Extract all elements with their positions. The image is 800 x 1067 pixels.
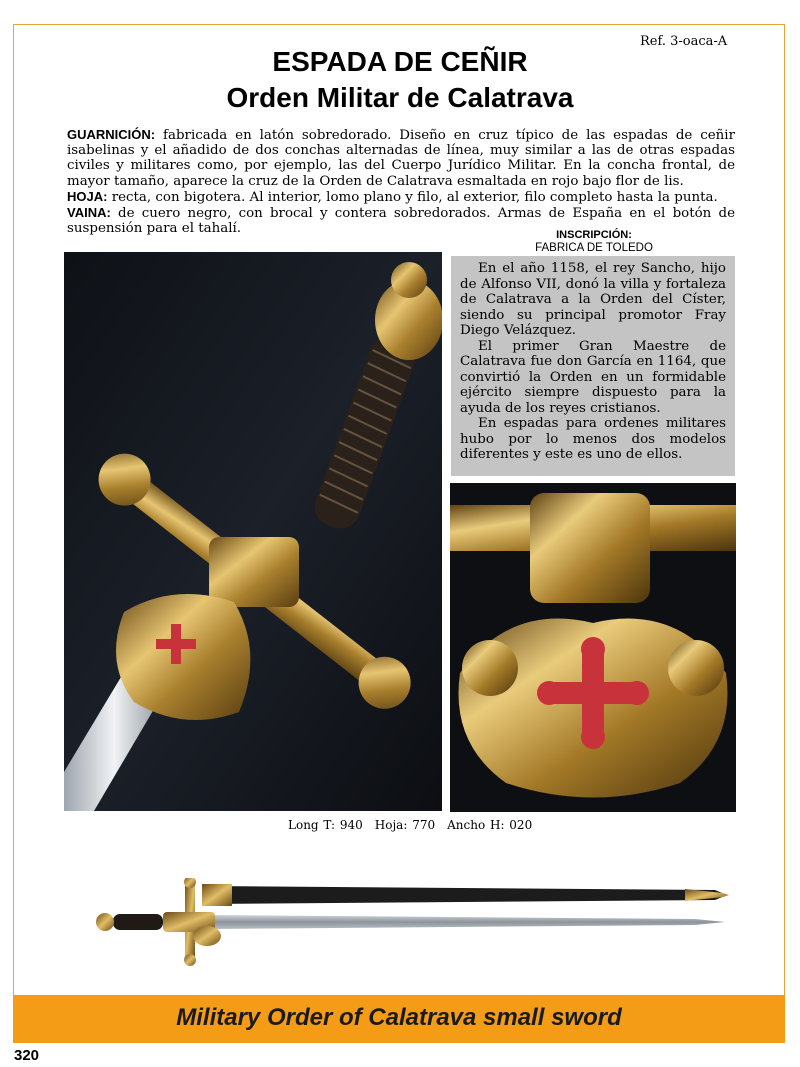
history-paragraph: En espadas para ordenes militares hubo por lo menos dos modelos diferentes y este es uno de ellos. [460, 416, 726, 462]
inscription-label: INSCRIPCIÓN: [556, 229, 632, 241]
history-paragraph: El primer Gran Maestre de Calatrava fue don García en 1164, que convirtió la Orden en un formidable ejército siempre dispuesto para la ayuda de los reyes cristianos. [460, 338, 726, 416]
history-paragraph: En el año 1158, el rey Sancho, hijo de Alfonso VII, donó la villa y fortaleza de Calatrava a la Orden del Císter, siendo su principal promotor Fray Diego Velázquez. [460, 261, 726, 338]
blade-width: Ancho H: 020 [447, 818, 533, 832]
guarnicion-text: fabricada en latón sobredorado. Diseño en cruz típico de las espadas de ceñir isabelinas y el añadido de dos conchas alternadas de línea, muy similar a las de otras espadas civiles y militares como, por ejemplo, las del Cuerpo Jurídico Militar. En la concha frontal, de mayor tamaño, aparece la cruz de la Orden de Calatrava esmaltada en rojo bajo flor de lis. [67, 128, 735, 189]
total-length: Long T: 940 [288, 818, 363, 832]
hoja-text: recta, con bigotera. Al interior, lomo plano y filo, al exterior, filo completo hasta la punta. [107, 189, 718, 205]
hoja-label: HOJA: [67, 188, 108, 204]
sword-hilt-photo [64, 252, 442, 811]
inscription-text: FABRICA DE TOLEDO [535, 242, 653, 254]
vaina-label: VAINA: [67, 205, 111, 221]
page-subtitle: Orden Militar de Calatrava [226, 82, 574, 113]
dimensions [288, 818, 544, 832]
history-box [451, 256, 735, 476]
page-number: 320 [14, 1047, 40, 1064]
sword-and-scabbard-photo [95, 878, 735, 970]
shell-detail-photo [450, 483, 736, 812]
page-title: ESPADA DE CEÑIR [272, 46, 528, 77]
english-title-banner: Military Order of Calatrava small sword [13, 995, 785, 1043]
reference-code: Ref. 3-oaca-A [640, 34, 728, 49]
description [67, 127, 735, 236]
blade-length: Hoja: 770 [374, 818, 436, 832]
vaina-text: de cuero negro, con brocal y contera sobredorados. Armas de España en el botón de suspensión para el tahalí. [67, 206, 735, 237]
guarnicion-label: GUARNICIÓN: [67, 127, 156, 142]
